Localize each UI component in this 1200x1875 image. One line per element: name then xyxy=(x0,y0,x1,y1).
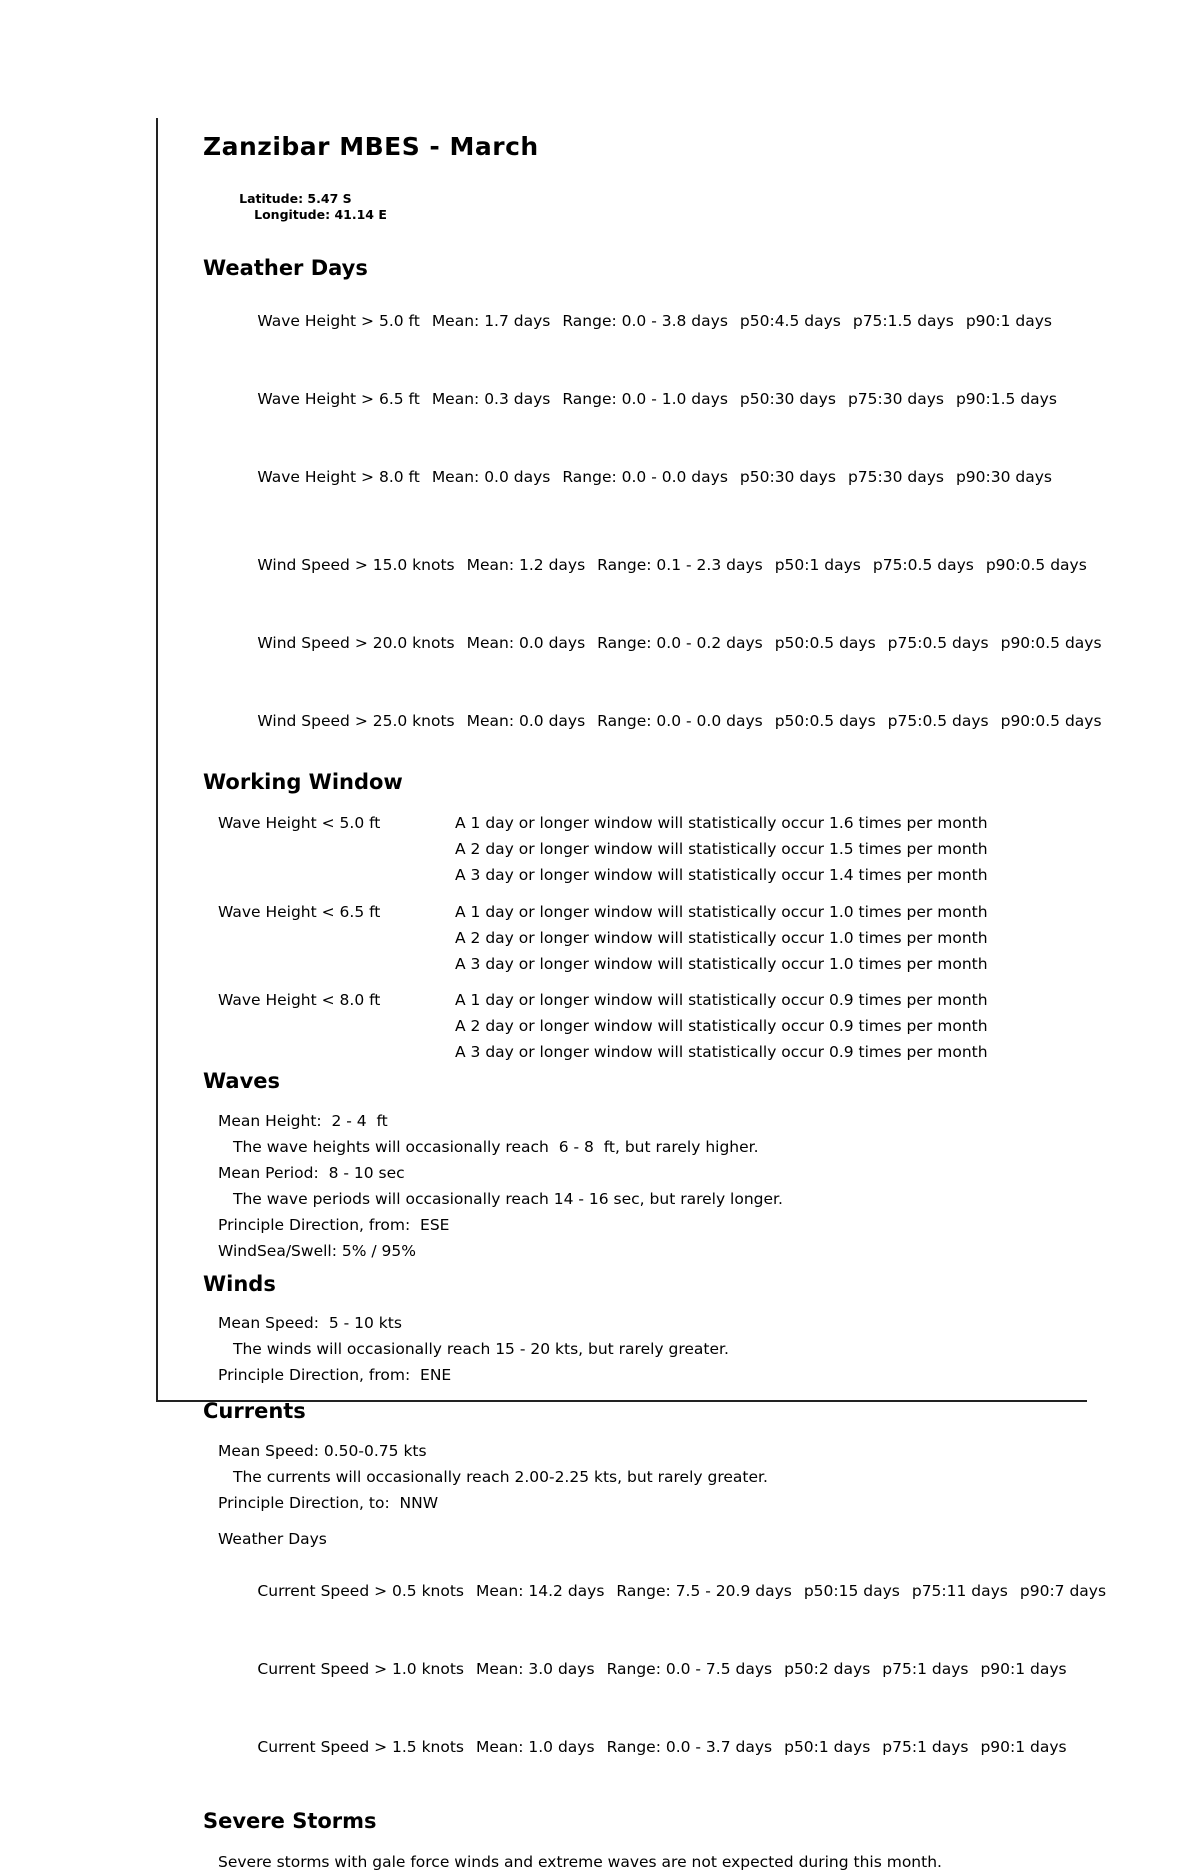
stat-p90: p90:7 days xyxy=(1019,1582,1107,1600)
stat-row-wind-20kt xyxy=(203,604,1163,682)
stat-p90: p90:1 days xyxy=(965,312,1052,330)
waves-windsea-swell: WindSea/Swell: 5% / 95% xyxy=(218,1242,416,1260)
stat-metric: Wind Speed > 20.0 knots xyxy=(257,634,455,652)
waves-mean-height: Mean Height: 2 - 4 ft xyxy=(218,1112,388,1130)
current-speed-stat-group xyxy=(203,1552,1163,1786)
section-heading-working-window: Working Window xyxy=(203,770,403,794)
stat-mean: Mean: 3.0 days xyxy=(476,1660,595,1678)
page-title: Zanzibar MBES - March xyxy=(203,132,539,161)
stat-row-wave-8ft xyxy=(203,438,1163,516)
stat-mean: Mean: 14.2 days xyxy=(476,1582,605,1600)
report-content xyxy=(203,131,1163,1875)
ww-condition-label: Wave Height < 8.0 ft xyxy=(218,991,381,1009)
stat-mean: Mean: 1.2 days xyxy=(466,556,586,574)
stat-mean: Mean: 0.0 days xyxy=(466,712,586,730)
stat-p50: p50:1 days xyxy=(784,1738,871,1756)
stat-p50: p50:15 days xyxy=(803,1582,900,1600)
stat-p75: p75:1 days xyxy=(882,1738,969,1756)
waves-height-note: The wave heights will occasionally reach 6 - 8 ft, but rarely higher. xyxy=(233,1138,759,1156)
stat-metric: Current Speed > 0.5 knots xyxy=(257,1582,465,1600)
stat-range: Range: 0.0 - 0.2 days xyxy=(597,634,763,652)
stat-row-wind-15kt xyxy=(203,526,1163,604)
stat-row-wind-25kt xyxy=(203,682,1163,760)
working-window-block-5ft xyxy=(203,810,1163,888)
stat-p50: p50:0.5 days xyxy=(774,712,876,730)
section-heading-currents: Currents xyxy=(203,1399,306,1423)
ww-occurrence-line: A 3 day or longer window will statistically occur 0.9 times per month xyxy=(455,1043,988,1061)
stat-row-current-0-5kt xyxy=(203,1552,1163,1630)
stat-p50: p50:0.5 days xyxy=(774,634,876,652)
ww-occurrence-lines xyxy=(455,987,1163,1065)
section-heading-weather-days: Weather Days xyxy=(203,256,368,280)
stat-row-wave-5ft xyxy=(203,282,1163,360)
stat-p50: p50:4.5 days xyxy=(739,312,841,330)
stat-p90: p90:0.5 days xyxy=(1000,712,1102,730)
stat-p90: p90:30 days xyxy=(955,468,1052,486)
stat-mean: Mean: 0.0 days xyxy=(466,634,586,652)
stat-metric: Current Speed > 1.5 knots xyxy=(257,1738,465,1756)
ww-occurrence-lines xyxy=(455,899,1163,977)
stat-p75: p75:30 days xyxy=(847,390,944,408)
section-heading-waves: Waves xyxy=(203,1069,281,1093)
stat-p75: p75:11 days xyxy=(911,1582,1008,1600)
ww-occurrence-lines xyxy=(455,810,1163,888)
stat-p75: p75:0.5 days xyxy=(887,634,989,652)
stat-p90: p90:1 days xyxy=(980,1738,1067,1756)
stat-mean: Mean: 1.0 days xyxy=(476,1738,595,1756)
stat-p90: p90:1.5 days xyxy=(955,390,1057,408)
stat-p90: p90:1 days xyxy=(980,1660,1067,1678)
stat-mean: Mean: 0.3 days xyxy=(431,390,551,408)
stat-p90: p90:0.5 days xyxy=(985,556,1087,574)
currents-speed-note: The currents will occasionally reach 2.00-2.25 kts, but rarely greater. xyxy=(233,1468,768,1486)
section-heading-winds: Winds xyxy=(203,1272,276,1296)
stat-range: Range: 0.0 - 7.5 days xyxy=(606,1660,773,1678)
location-subtitle xyxy=(213,175,1163,239)
stat-metric: Wave Height > 8.0 ft xyxy=(257,468,420,486)
stat-metric: Wind Speed > 15.0 knots xyxy=(257,556,455,574)
ww-occurrence-line: A 2 day or longer window will statistically occur 0.9 times per month xyxy=(455,1017,988,1035)
severe-storms-text: Severe storms with gale force winds and extreme waves are not expected during this month. xyxy=(218,1853,942,1871)
stat-metric: Wind Speed > 25.0 knots xyxy=(257,712,455,730)
ww-condition-label: Wave Height < 5.0 ft xyxy=(218,814,381,832)
stat-p75: p75:30 days xyxy=(847,468,944,486)
stat-range: Range: 0.0 - 0.0 days xyxy=(562,468,728,486)
stat-row-wave-6-5ft xyxy=(203,360,1163,438)
waves-mean-period: Mean Period: 8 - 10 sec xyxy=(218,1164,405,1182)
stat-p50: p50:2 days xyxy=(784,1660,871,1678)
section-heading-severe-storms: Severe Storms xyxy=(203,1809,377,1833)
stat-metric: Current Speed > 1.0 knots xyxy=(257,1660,465,1678)
currents-weather-days-label: Weather Days xyxy=(218,1530,327,1548)
ww-occurrence-line: A 3 day or longer window will statistically occur 1.0 times per month xyxy=(455,955,988,973)
winds-principle-direction: Principle Direction, from: ENE xyxy=(218,1366,452,1384)
longitude-value: Longitude: 41.14 E xyxy=(254,207,387,222)
winds-section-body xyxy=(203,1310,1163,1388)
stat-p75: p75:0.5 days xyxy=(872,556,974,574)
waves-period-note: The wave periods will occasionally reach 14 - 16 sec, but rarely longer. xyxy=(233,1190,783,1208)
ww-occurrence-line: A 1 day or longer window will statistically occur 0.9 times per month xyxy=(455,991,988,1009)
stat-range: Range: 7.5 - 20.9 days xyxy=(616,1582,792,1600)
ww-occurrence-line: A 1 day or longer window will statistically occur 1.6 times per month xyxy=(455,814,988,832)
ww-occurrence-line: A 3 day or longer window will statistically occur 1.4 times per month xyxy=(455,866,988,884)
stat-metric: Wave Height > 6.5 ft xyxy=(257,390,420,408)
stat-p75: p75:0.5 days xyxy=(887,712,989,730)
ww-condition-label: Wave Height < 6.5 ft xyxy=(218,903,381,921)
working-window-block-6-5ft xyxy=(203,899,1163,977)
stat-mean: Mean: 0.0 days xyxy=(431,468,551,486)
stat-range: Range: 0.0 - 0.0 days xyxy=(597,712,763,730)
winds-speed-note: The winds will occasionally reach 15 - 20 kts, but rarely greater. xyxy=(233,1340,729,1358)
stat-range: Range: 0.0 - 3.7 days xyxy=(606,1738,773,1756)
ww-occurrence-line: A 1 day or longer window will statistically occur 1.0 times per month xyxy=(455,903,988,921)
winds-mean-speed: Mean Speed: 5 - 10 kts xyxy=(218,1314,402,1332)
stat-range: Range: 0.1 - 2.3 days xyxy=(597,556,763,574)
waves-principle-direction: Principle Direction, from: ESE xyxy=(218,1216,450,1234)
currents-section-body xyxy=(203,1438,1163,1516)
stat-range: Range: 0.0 - 3.8 days xyxy=(562,312,728,330)
ww-occurrence-line: A 2 day or longer window will statistically occur 1.5 times per month xyxy=(455,840,988,858)
stat-p50: p50:30 days xyxy=(739,390,836,408)
stat-p50: p50:1 days xyxy=(774,556,861,574)
working-window-block-8ft xyxy=(203,987,1163,1065)
latitude-value: Latitude: 5.47 S xyxy=(239,191,352,206)
stat-p75: p75:1.5 days xyxy=(852,312,954,330)
stat-row-current-1-0kt xyxy=(203,1630,1163,1708)
wave-height-stat-group xyxy=(203,282,1163,516)
waves-section-body xyxy=(203,1108,1163,1264)
stat-mean: Mean: 1.7 days xyxy=(431,312,551,330)
stat-row-current-1-5kt xyxy=(203,1708,1163,1786)
stat-range: Range: 0.0 - 1.0 days xyxy=(562,390,728,408)
stat-metric: Wave Height > 5.0 ft xyxy=(257,312,420,330)
stat-p90: p90:0.5 days xyxy=(1000,634,1102,652)
wind-speed-stat-group xyxy=(203,526,1163,760)
page-left-rule xyxy=(156,118,158,1402)
ww-occurrence-line: A 2 day or longer window will statistically occur 1.0 times per month xyxy=(455,929,988,947)
currents-principle-direction: Principle Direction, to: NNW xyxy=(218,1494,439,1512)
stat-p75: p75:1 days xyxy=(882,1660,969,1678)
currents-mean-speed: Mean Speed: 0.50-0.75 kts xyxy=(218,1442,427,1460)
stat-p50: p50:30 days xyxy=(739,468,836,486)
